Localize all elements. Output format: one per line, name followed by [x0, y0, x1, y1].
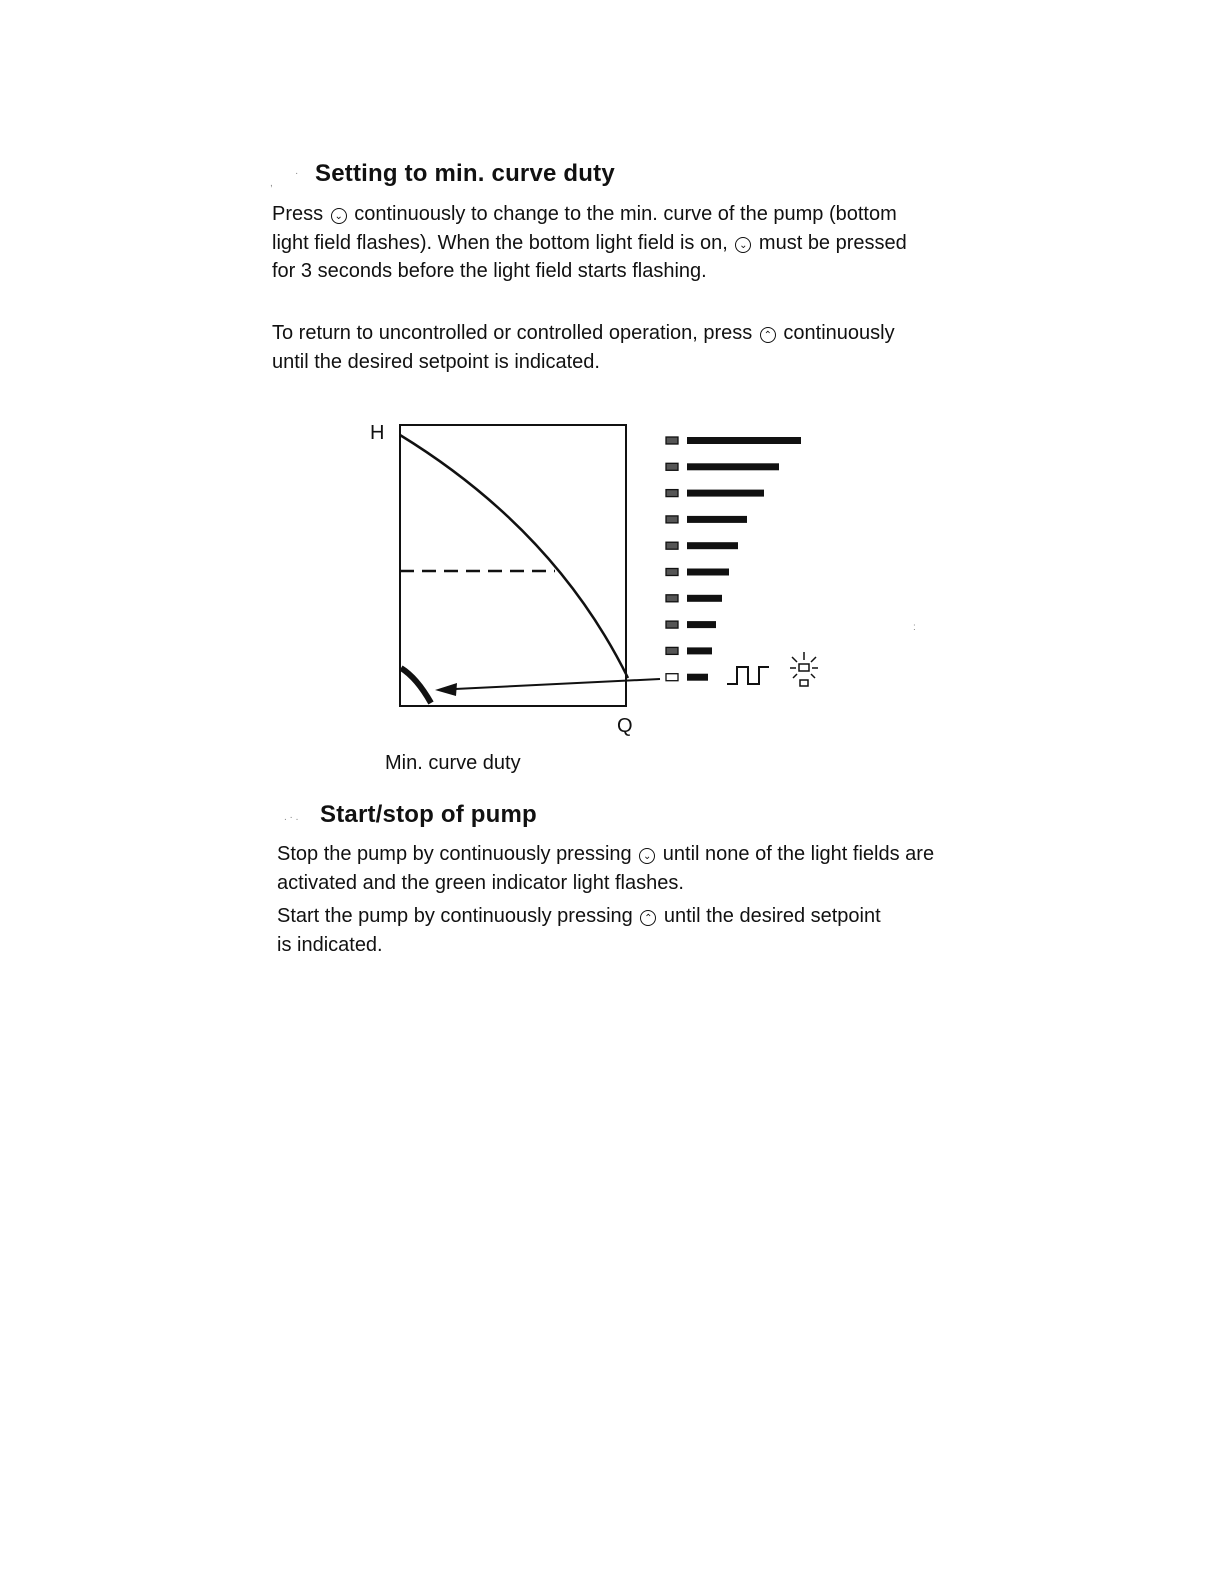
light-field-lamp — [666, 490, 678, 497]
diagram-frame — [400, 425, 626, 706]
paragraph-return: To return to uncontrolled or controlled operation, press ⌃ continuously until the desired setpoint is indicated. — [272, 322, 895, 373]
light-field-lamp — [666, 542, 678, 549]
axis-label-q: Q — [617, 715, 633, 737]
light-field-lamp — [666, 595, 678, 602]
pointer-line — [455, 679, 660, 689]
paragraph-stop: Stop the pump by continuously pressing ⌄ until none of the light fields are activated and the green indicator light flashes. — [277, 843, 935, 894]
figure-caption: Min. curve duty — [385, 752, 521, 774]
scan-speck: , — [270, 178, 273, 189]
light-field-lamp — [666, 516, 678, 523]
light-field-lamp — [666, 463, 678, 470]
min-curve — [401, 668, 431, 703]
down-button-icon: ⌄ — [735, 237, 751, 253]
down-button-icon: ⌄ — [639, 848, 655, 864]
light-field-bar — [687, 490, 764, 497]
section-heading-min-curve: Setting to min. curve duty — [315, 160, 615, 187]
scan-speck: : — [913, 622, 916, 633]
flashing-lamp-icon — [790, 652, 818, 686]
min-curve-diagram — [355, 410, 835, 740]
light-field-bar — [687, 516, 747, 523]
light-field-bar — [687, 463, 779, 470]
flashing-signal-icon — [727, 667, 769, 684]
light-field-lamp — [666, 621, 678, 628]
light-field-bar — [687, 437, 801, 444]
up-button-icon: ⌃ — [640, 910, 656, 926]
light-field-bar — [687, 674, 708, 681]
light-field-lamp — [666, 674, 678, 681]
light-field-bar — [687, 621, 716, 628]
light-field-bar — [687, 542, 738, 549]
light-field-bar — [687, 569, 729, 576]
max-curve — [400, 435, 628, 678]
axis-label-h: H — [370, 422, 385, 444]
light-field-column — [666, 437, 801, 681]
light-field-lamp — [666, 647, 678, 654]
light-field-lamp — [666, 569, 678, 576]
scan-speck: · — [295, 168, 299, 179]
light-field-bar — [687, 595, 722, 602]
down-button-icon: ⌄ — [331, 208, 347, 224]
arrow-head — [435, 683, 457, 696]
light-field-lamp — [666, 437, 678, 444]
paragraph-start: Start the pump by continuously pressing ⌃ until the desired setpoint is indicated. — [277, 905, 881, 956]
up-button-icon: ⌃ — [760, 327, 776, 343]
light-field-bar — [687, 647, 712, 654]
scan-speck: . · . — [284, 812, 299, 823]
section-heading-start-stop: Start/stop of pump — [320, 801, 537, 828]
paragraph-min-curve: Press ⌄ continuously to change to the min. curve of the pump (bottom light field flashes). When the bottom light field is on, ⌄ must be pressed for 3 seconds before the light field starts flashing. — [272, 203, 907, 282]
